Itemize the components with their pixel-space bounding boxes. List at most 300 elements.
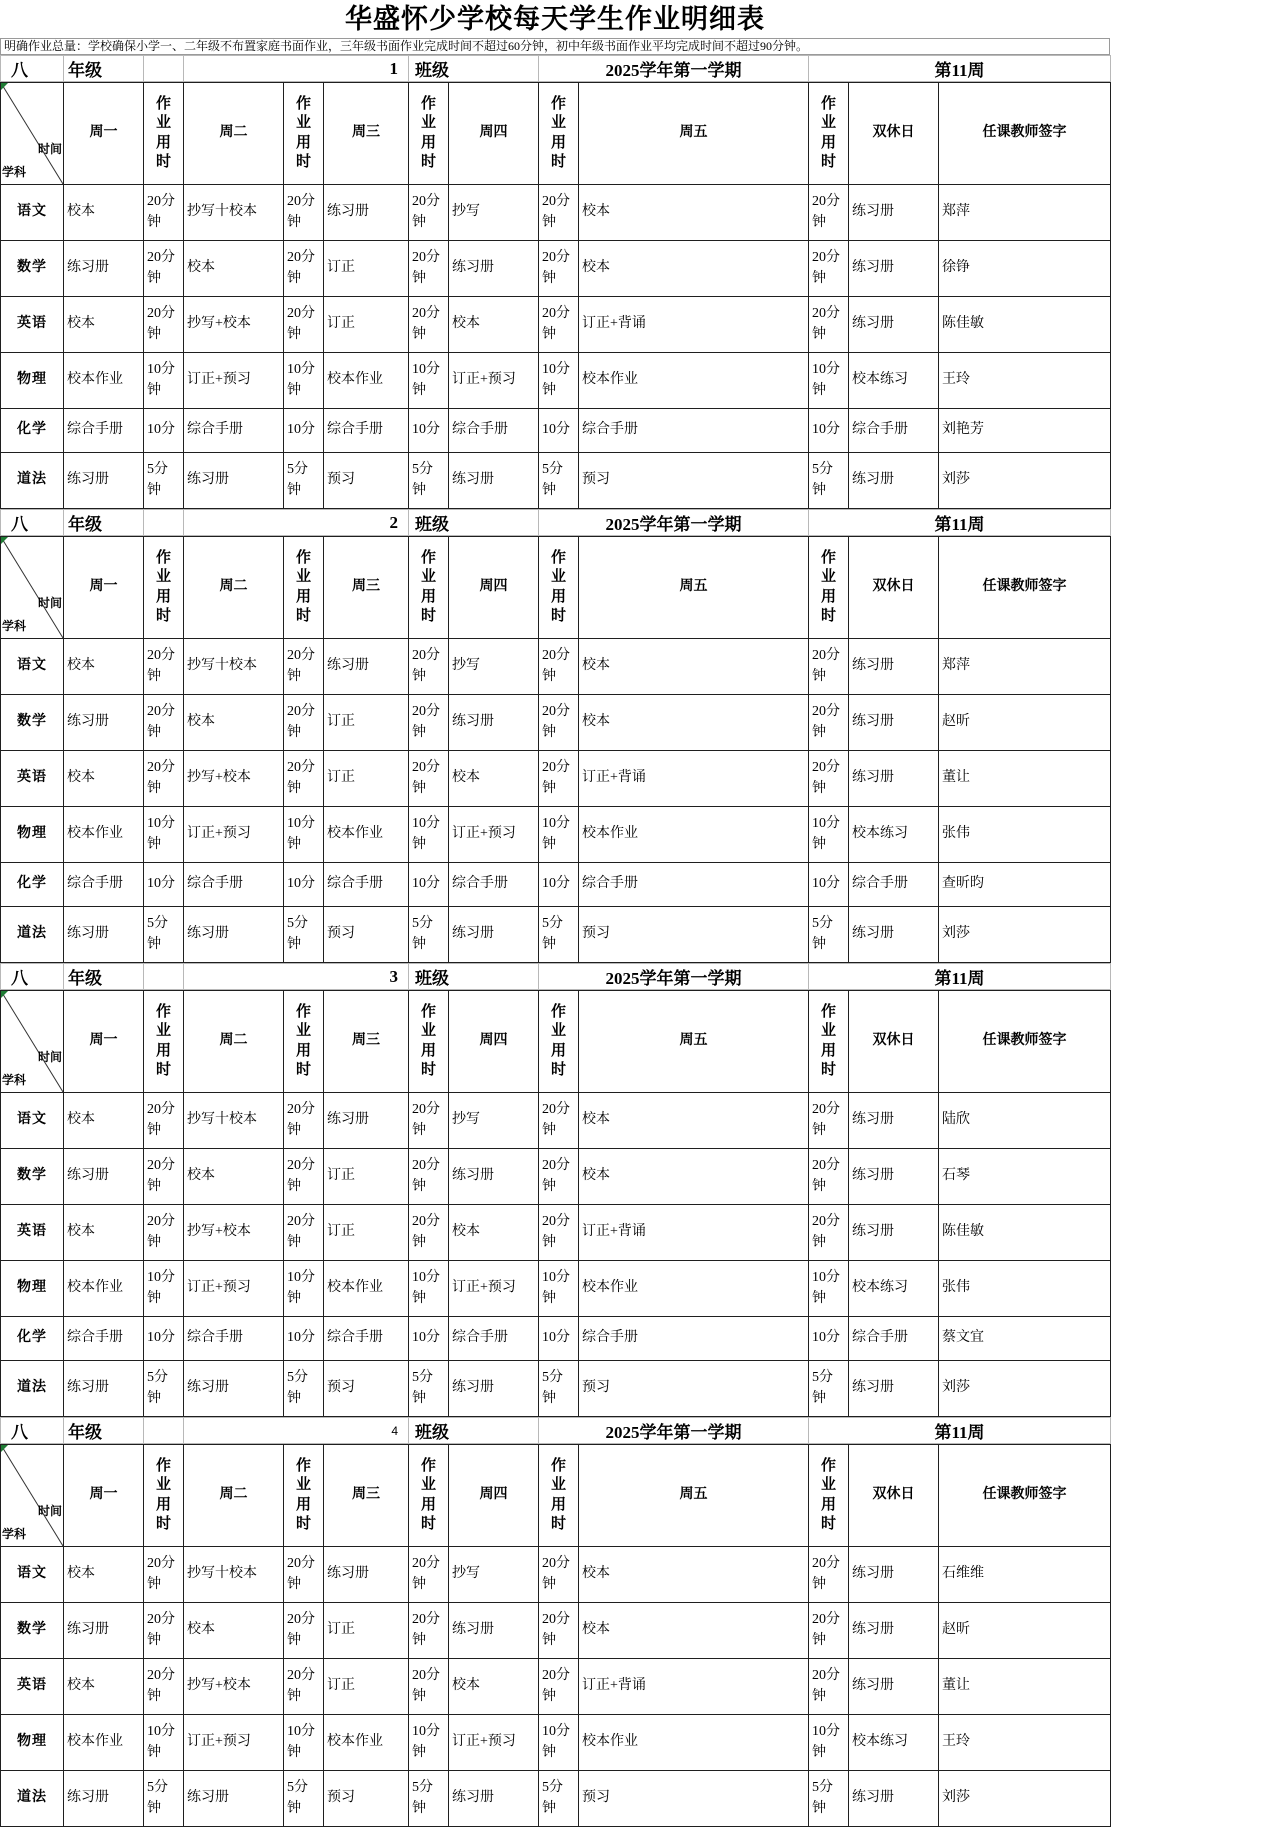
subject-cell: 语文 [1, 185, 64, 241]
duration-cell: 5分钟 [284, 1361, 324, 1417]
duration-header: 作业用时 [539, 83, 579, 185]
duration-cell: 20分钟 [409, 639, 449, 695]
week-label: 第11周 [809, 1418, 1111, 1444]
corner-subject-label: 学科 [2, 164, 27, 179]
duration-cell: 5分钟 [284, 453, 324, 509]
teacher-signature-header: 任课教师签字 [939, 83, 1111, 185]
homework-cell: 综合手册 [324, 863, 409, 907]
teacher-cell: 刘莎 [939, 907, 1111, 963]
homework-cell: 抄写+校本 [184, 1205, 284, 1261]
homework-cell: 校本 [449, 1205, 539, 1261]
subject-cell: 化学 [1, 409, 64, 453]
sheet-title: 华盛怀少学校每天学生作业明细表 [345, 4, 765, 34]
homework-cell: 练习册 [324, 185, 409, 241]
homework-cell: 订正 [324, 297, 409, 353]
semester-label: 2025学年第一学期 [539, 964, 809, 990]
table-row [1, 1771, 1111, 1827]
homework-table [0, 82, 1111, 509]
day-header-friday: 周五 [579, 991, 809, 1093]
homework-cell: 校本作业 [64, 807, 144, 863]
duration-cell: 20分钟 [409, 185, 449, 241]
duration-cell: 20分钟 [809, 1205, 849, 1261]
band-empty-cell [144, 56, 184, 82]
subject-cell: 数学 [1, 695, 64, 751]
grade-suffix-label: 年级 [64, 510, 144, 536]
duration-cell: 10分钟 [144, 1715, 184, 1771]
homework-cell: 预习 [579, 1771, 809, 1827]
homework-cell: 订正+背诵 [579, 751, 809, 807]
homework-cell: 抄写十校本 [184, 639, 284, 695]
duration-cell: 5分钟 [539, 1771, 579, 1827]
homework-cell: 校本 [64, 1659, 144, 1715]
homework-cell: 练习册 [184, 907, 284, 963]
homework-total-note: 明确作业总量：学校确保小学一、二年级不布置家庭书面作业，三年级书面作业完成时间不超过60分钟，初中年级书面作业平均完成时间不超过90分钟。 [0, 38, 1110, 55]
homework-cell: 练习册 [64, 453, 144, 509]
grade-label: 八 [1, 1418, 64, 1444]
class-suffix-label: 班级 [409, 964, 539, 990]
homework-cell: 练习册 [449, 1149, 539, 1205]
day-header-tuesday: 周二 [184, 537, 284, 639]
homework-cell: 抄写 [449, 639, 539, 695]
duration-cell: 20分钟 [144, 639, 184, 695]
subject-cell: 英语 [1, 1205, 64, 1261]
homework-cell: 练习册 [64, 695, 144, 751]
homework-cell: 订正+预习 [184, 1715, 284, 1771]
duration-cell: 10分 [539, 863, 579, 907]
duration-cell: 20分钟 [539, 1149, 579, 1205]
homework-cell: 预习 [324, 453, 409, 509]
homework-cell: 校本 [579, 1149, 809, 1205]
day-header-wednesday: 周三 [324, 83, 409, 185]
subject-cell: 道法 [1, 1771, 64, 1827]
teacher-cell: 刘莎 [939, 453, 1111, 509]
band-empty-cell [144, 510, 184, 536]
day-header-monday: 周一 [64, 83, 144, 185]
homework-cell: 综合手册 [184, 1317, 284, 1361]
duration-cell: 5分钟 [539, 453, 579, 509]
section-band-row [0, 55, 1111, 82]
subject-cell: 化学 [1, 863, 64, 907]
duration-cell: 20分钟 [539, 297, 579, 353]
duration-cell: 20分钟 [144, 1547, 184, 1603]
homework-cell: 练习册 [849, 1149, 939, 1205]
duration-cell: 20分钟 [539, 1659, 579, 1715]
homework-cell: 抄写十校本 [184, 1093, 284, 1149]
homework-cell: 综合手册 [449, 1317, 539, 1361]
section-band-row [0, 1417, 1111, 1444]
teacher-cell: 陈佳敏 [939, 1205, 1111, 1261]
homework-cell: 练习册 [449, 241, 539, 297]
table-row [1, 1261, 1111, 1317]
duration-cell: 10分 [144, 409, 184, 453]
table-row [1, 1317, 1111, 1361]
duration-cell: 20分钟 [144, 297, 184, 353]
duration-cell: 10分 [409, 409, 449, 453]
duration-header: 作业用时 [409, 537, 449, 639]
teacher-cell: 王玲 [939, 1715, 1111, 1771]
homework-cell: 综合手册 [184, 409, 284, 453]
duration-cell: 10分 [409, 863, 449, 907]
table-row [1, 863, 1111, 907]
homework-cell: 练习册 [324, 1093, 409, 1149]
homework-cell: 校本 [579, 185, 809, 241]
class-sections-container [0, 55, 1110, 1827]
table-row [1, 807, 1111, 863]
homework-cell: 校本 [579, 695, 809, 751]
corner-time-label: 时间 [37, 1049, 62, 1064]
duration-cell: 10分 [539, 409, 579, 453]
duration-cell: 20分钟 [284, 1547, 324, 1603]
weekend-header: 双休日 [849, 83, 939, 185]
homework-cell: 校本 [579, 639, 809, 695]
duration-header: 作业用时 [539, 1445, 579, 1547]
duration-cell: 10分钟 [409, 1715, 449, 1771]
duration-cell: 20分钟 [409, 1205, 449, 1261]
homework-cell: 订正+预习 [449, 807, 539, 863]
duration-cell: 20分钟 [144, 1093, 184, 1149]
homework-cell: 校本 [64, 639, 144, 695]
homework-cell: 订正+预习 [184, 1261, 284, 1317]
duration-cell: 10分钟 [284, 807, 324, 863]
duration-cell: 20分钟 [409, 751, 449, 807]
duration-cell: 5分钟 [809, 1361, 849, 1417]
duration-cell: 20分钟 [809, 1149, 849, 1205]
homework-cell: 校本作业 [324, 353, 409, 409]
band-empty-cell [144, 1418, 184, 1444]
duration-cell: 5分钟 [539, 907, 579, 963]
homework-cell: 练习册 [64, 241, 144, 297]
duration-cell: 5分钟 [284, 1771, 324, 1827]
duration-cell: 10分钟 [809, 1715, 849, 1771]
table-row [1, 1361, 1111, 1417]
subject-cell: 语文 [1, 1093, 64, 1149]
duration-cell: 10分 [284, 409, 324, 453]
homework-cell: 订正+背诵 [579, 297, 809, 353]
duration-cell: 5分钟 [809, 1771, 849, 1827]
teacher-cell: 查昕昀 [939, 863, 1111, 907]
class-section [0, 1417, 1110, 1827]
subject-cell: 物理 [1, 353, 64, 409]
duration-cell: 10分钟 [284, 1715, 324, 1771]
duration-cell: 10分 [809, 863, 849, 907]
homework-cell: 练习册 [184, 1361, 284, 1417]
homework-cell: 校本 [184, 695, 284, 751]
duration-cell: 10分 [284, 1317, 324, 1361]
duration-cell: 20分钟 [409, 1547, 449, 1603]
duration-cell: 20分钟 [144, 1659, 184, 1715]
day-header-tuesday: 周二 [184, 1445, 284, 1547]
homework-cell: 订正+背诵 [579, 1659, 809, 1715]
duration-header: 作业用时 [409, 1445, 449, 1547]
homework-cell: 校本练习 [849, 1715, 939, 1771]
homework-cell: 综合手册 [579, 1317, 809, 1361]
duration-cell: 20分钟 [284, 297, 324, 353]
duration-cell: 10分钟 [539, 353, 579, 409]
table-row [1, 1205, 1111, 1261]
homework-cell: 校本作业 [324, 807, 409, 863]
table-row [1, 907, 1111, 963]
duration-cell: 20分钟 [144, 695, 184, 751]
duration-cell: 20分钟 [809, 1659, 849, 1715]
corner-subject-label: 学科 [2, 1526, 27, 1541]
homework-cell: 校本 [184, 1603, 284, 1659]
duration-cell: 5分钟 [409, 1771, 449, 1827]
subject-cell: 英语 [1, 297, 64, 353]
homework-cell: 校本 [64, 751, 144, 807]
homework-cell: 练习册 [449, 1603, 539, 1659]
table-row [1, 241, 1111, 297]
duration-cell: 10分 [809, 409, 849, 453]
teacher-cell: 张伟 [939, 1261, 1111, 1317]
table-row [1, 695, 1111, 751]
duration-cell: 10分钟 [284, 1261, 324, 1317]
duration-cell: 10分钟 [539, 1261, 579, 1317]
subject-cell: 数学 [1, 1149, 64, 1205]
duration-cell: 20分钟 [144, 1603, 184, 1659]
duration-cell: 20分钟 [409, 1149, 449, 1205]
homework-cell: 练习册 [449, 907, 539, 963]
teacher-cell: 陈佳敏 [939, 297, 1111, 353]
duration-cell: 10分 [409, 1317, 449, 1361]
homework-cell: 抄写+校本 [184, 1659, 284, 1715]
homework-cell: 校本作业 [579, 1715, 809, 1771]
homework-cell: 练习册 [849, 297, 939, 353]
cell-marker-triangle [1, 1445, 8, 1452]
duration-cell: 20分钟 [809, 639, 849, 695]
table-row [1, 1659, 1111, 1715]
duration-cell: 20分钟 [539, 639, 579, 695]
table-row [1, 1715, 1111, 1771]
homework-table [0, 1444, 1111, 1827]
homework-cell: 抄写十校本 [184, 185, 284, 241]
homework-cell: 校本 [579, 1093, 809, 1149]
duration-header: 作业用时 [144, 83, 184, 185]
homework-cell: 综合手册 [849, 409, 939, 453]
class-suffix-label: 班级 [409, 510, 539, 536]
homework-cell: 校本作业 [579, 353, 809, 409]
homework-cell: 校本练习 [849, 353, 939, 409]
homework-cell: 抄写十校本 [184, 1547, 284, 1603]
day-header-tuesday: 周二 [184, 991, 284, 1093]
homework-cell: 综合手册 [849, 1317, 939, 1361]
homework-cell: 综合手册 [64, 409, 144, 453]
duration-cell: 5分钟 [144, 1771, 184, 1827]
duration-cell: 20分钟 [809, 751, 849, 807]
day-header-monday: 周一 [64, 537, 144, 639]
duration-header: 作业用时 [409, 991, 449, 1093]
subject-cell: 语文 [1, 1547, 64, 1603]
subject-cell: 道法 [1, 453, 64, 509]
teacher-cell: 郑萍 [939, 639, 1111, 695]
homework-cell: 订正+背诵 [579, 1205, 809, 1261]
weekend-header: 双休日 [849, 991, 939, 1093]
homework-cell: 练习册 [449, 453, 539, 509]
subject-cell: 物理 [1, 1261, 64, 1317]
class-number: 1 [184, 56, 409, 82]
duration-cell: 5分钟 [409, 907, 449, 963]
homework-cell: 校本作业 [64, 353, 144, 409]
corner-subject-label: 学科 [2, 1072, 27, 1087]
homework-cell: 抄写 [449, 1093, 539, 1149]
subject-cell: 数学 [1, 241, 64, 297]
homework-cell: 综合手册 [324, 1317, 409, 1361]
homework-cell: 练习册 [849, 1771, 939, 1827]
duration-cell: 20分钟 [809, 1093, 849, 1149]
section-band-row [0, 963, 1111, 990]
homework-cell: 练习册 [849, 695, 939, 751]
homework-cell: 练习册 [849, 1093, 939, 1149]
homework-cell: 抄写+校本 [184, 297, 284, 353]
homework-cell: 练习册 [449, 1361, 539, 1417]
table-row [1, 751, 1111, 807]
duration-cell: 20分钟 [409, 1093, 449, 1149]
teacher-cell: 蔡文宜 [939, 1317, 1111, 1361]
homework-cell: 练习册 [324, 639, 409, 695]
corner-time-label: 时间 [37, 1503, 62, 1518]
subject-cell: 英语 [1, 1659, 64, 1715]
homework-cell: 练习册 [449, 695, 539, 751]
week-label: 第11周 [809, 56, 1111, 82]
duration-cell: 20分钟 [539, 1603, 579, 1659]
duration-cell: 5分钟 [539, 1361, 579, 1417]
homework-cell: 校本作业 [324, 1715, 409, 1771]
duration-cell: 20分钟 [144, 1205, 184, 1261]
class-section [0, 55, 1110, 509]
homework-cell: 练习册 [849, 1659, 939, 1715]
corner-cell [1, 1445, 64, 1547]
cell-marker-triangle [1, 83, 8, 90]
duration-cell: 20分钟 [809, 1603, 849, 1659]
duration-cell: 20分钟 [539, 185, 579, 241]
homework-cell: 订正+预习 [449, 353, 539, 409]
homework-cell: 订正 [324, 1205, 409, 1261]
homework-cell: 综合手册 [184, 863, 284, 907]
duration-cell: 20分钟 [539, 751, 579, 807]
duration-header: 作业用时 [284, 991, 324, 1093]
homework-table [0, 536, 1111, 963]
cell-marker-triangle [1, 537, 8, 544]
duration-header: 作业用时 [809, 1445, 849, 1547]
homework-cell: 综合手册 [579, 409, 809, 453]
duration-cell: 20分钟 [284, 751, 324, 807]
homework-cell: 校本 [579, 1547, 809, 1603]
duration-cell: 10分钟 [409, 1261, 449, 1317]
duration-cell: 20分钟 [144, 751, 184, 807]
table-row [1, 297, 1111, 353]
duration-cell: 5分钟 [809, 453, 849, 509]
grade-suffix-label: 年级 [64, 56, 144, 82]
teacher-cell: 张伟 [939, 807, 1111, 863]
homework-cell: 订正+预习 [449, 1261, 539, 1317]
duration-cell: 20分钟 [809, 1547, 849, 1603]
homework-cell: 校本 [64, 1093, 144, 1149]
homework-cell: 综合手册 [449, 409, 539, 453]
homework-cell: 综合手册 [449, 863, 539, 907]
homework-cell: 预习 [324, 1771, 409, 1827]
table-row [1, 1149, 1111, 1205]
homework-cell: 综合手册 [324, 409, 409, 453]
subject-cell: 道法 [1, 907, 64, 963]
class-section [0, 963, 1110, 1417]
duration-header: 作业用时 [809, 537, 849, 639]
homework-cell: 校本 [579, 241, 809, 297]
homework-cell: 校本 [184, 241, 284, 297]
duration-header: 作业用时 [284, 1445, 324, 1547]
grade-suffix-label: 年级 [64, 1418, 144, 1444]
homework-cell: 练习册 [849, 1547, 939, 1603]
duration-cell: 20分钟 [284, 695, 324, 751]
homework-cell: 练习册 [849, 1205, 939, 1261]
homework-cell: 练习册 [849, 639, 939, 695]
table-row [1, 1603, 1111, 1659]
duration-cell: 10分 [144, 1317, 184, 1361]
corner-time-label: 时间 [37, 595, 62, 610]
day-header-monday: 周一 [64, 1445, 144, 1547]
duration-cell: 10分钟 [144, 353, 184, 409]
section-band-row [0, 509, 1111, 536]
teacher-cell: 王玲 [939, 353, 1111, 409]
duration-cell: 10分钟 [284, 353, 324, 409]
teacher-cell: 刘艳芳 [939, 409, 1111, 453]
homework-cell: 校本 [449, 751, 539, 807]
grade-suffix-label: 年级 [64, 964, 144, 990]
semester-label: 2025学年第一学期 [539, 56, 809, 82]
homework-cell: 校本作业 [579, 1261, 809, 1317]
homework-cell: 校本 [579, 1603, 809, 1659]
week-label: 第11周 [809, 510, 1111, 536]
teacher-cell: 董让 [939, 1659, 1111, 1715]
teacher-cell: 郑萍 [939, 185, 1111, 241]
homework-cell: 订正 [324, 1659, 409, 1715]
duration-cell: 20分钟 [284, 241, 324, 297]
subject-cell: 物理 [1, 1715, 64, 1771]
subject-cell: 英语 [1, 751, 64, 807]
duration-cell: 20分钟 [284, 1659, 324, 1715]
teacher-signature-header: 任课教师签字 [939, 537, 1111, 639]
duration-header: 作业用时 [284, 537, 324, 639]
homework-cell: 综合手册 [579, 863, 809, 907]
class-number: 2 [184, 510, 409, 536]
duration-cell: 10分 [284, 863, 324, 907]
week-label: 第11周 [809, 964, 1111, 990]
duration-cell: 10分钟 [809, 1261, 849, 1317]
duration-cell: 20分钟 [284, 639, 324, 695]
homework-cell: 订正 [324, 1149, 409, 1205]
corner-time-label: 时间 [37, 141, 62, 156]
duration-cell: 20分钟 [539, 695, 579, 751]
homework-cell: 练习册 [849, 907, 939, 963]
day-header-friday: 周五 [579, 537, 809, 639]
grade-label: 八 [1, 964, 64, 990]
weekend-header: 双休日 [849, 537, 939, 639]
teacher-cell: 刘莎 [939, 1771, 1111, 1827]
duration-cell: 20分钟 [539, 241, 579, 297]
cell-marker-triangle [1, 991, 8, 998]
corner-cell [1, 991, 64, 1093]
duration-cell: 20分钟 [409, 241, 449, 297]
homework-cell: 抄写 [449, 1547, 539, 1603]
subject-cell: 语文 [1, 639, 64, 695]
duration-cell: 20分钟 [809, 695, 849, 751]
homework-cell: 预习 [579, 1361, 809, 1417]
day-header-thursday: 周四 [449, 991, 539, 1093]
homework-cell: 预习 [579, 453, 809, 509]
teacher-signature-header: 任课教师签字 [939, 1445, 1111, 1547]
homework-cell: 练习册 [849, 1361, 939, 1417]
homework-cell: 练习册 [849, 453, 939, 509]
table-row [1, 639, 1111, 695]
duration-cell: 20分钟 [409, 297, 449, 353]
